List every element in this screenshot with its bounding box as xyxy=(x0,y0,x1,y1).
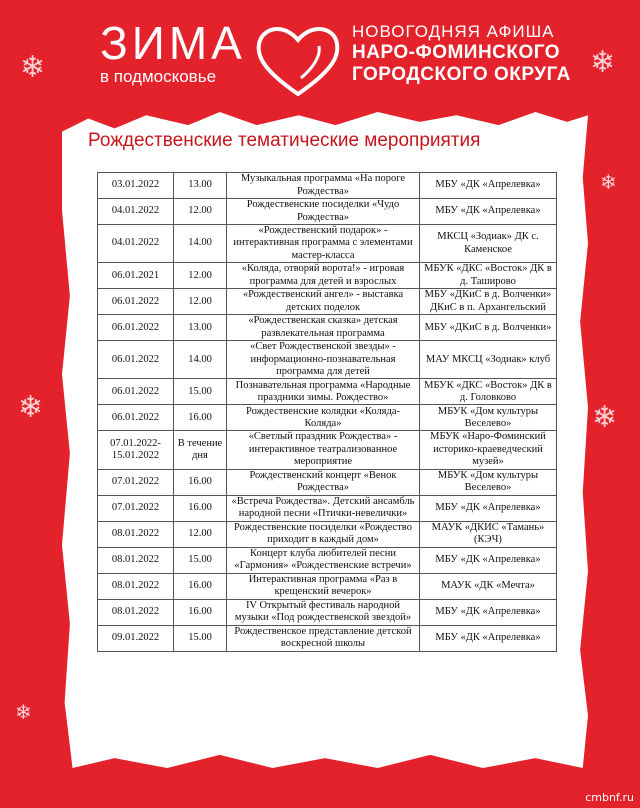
snowflake-icon: ❄ xyxy=(15,702,32,724)
time-cell: 12.00 xyxy=(174,521,227,547)
venue-cell: МБУ «ДК «Апрелевка» xyxy=(420,173,557,199)
event-cell: Рождественский концерт «Венок Рождества» xyxy=(227,469,420,495)
table-row xyxy=(98,495,557,521)
page-title: Рождественские тематические мероприятия xyxy=(88,130,481,151)
time-cell: В течение дня xyxy=(174,431,227,469)
snowflake-icon: ❄ xyxy=(590,46,616,79)
venue-cell: МБУК «Дом культуры Веселево» xyxy=(420,469,557,495)
table-row xyxy=(98,225,557,263)
header-line3: ГОРОДСКОГО ОКРУГА xyxy=(352,64,571,85)
date-cell: 07.01.2022 xyxy=(98,469,174,495)
venue-cell: МБУ «ДК «Апрелевка» xyxy=(420,599,557,625)
event-cell: IV Открытый фестиваль народной музыки «Под рождественской звездой» xyxy=(227,599,420,625)
venue-cell: МБУК «Наро-Фоминский историко-краеведческий музей» xyxy=(420,431,557,469)
table-row xyxy=(98,431,557,469)
time-cell: 16.00 xyxy=(174,495,227,521)
date-cell: 04.01.2022 xyxy=(98,199,174,225)
event-cell: «Встреча Рождества». Детский ансамбль народной песни «Птички-невелички» xyxy=(227,495,420,521)
table-row xyxy=(98,547,557,573)
venue-cell: МАУ МКСЦ «Зодиак» клуб xyxy=(420,341,557,379)
venue-cell: МБУ «ДКиС в д. Волченки» ДКиС в п. Архангельский xyxy=(420,289,557,315)
event-cell: Концерт клуба любителей песни «Гармония» «Рождественские встречи» xyxy=(227,547,420,573)
date-cell: 06.01.2022 xyxy=(98,289,174,315)
events-table xyxy=(97,172,557,652)
event-cell: Рождественские посиделки «Чудо Рождества» xyxy=(227,199,420,225)
table-row xyxy=(98,173,557,199)
venue-cell: МКСЦ «Зодиак» ДК с. Каменское xyxy=(420,225,557,263)
event-cell: Рождественское представление детской воскресной школы xyxy=(227,625,420,651)
snowflake-icon: ❄ xyxy=(592,401,618,434)
date-cell: 08.01.2022 xyxy=(98,573,174,599)
date-cell: 06.01.2022 xyxy=(98,315,174,341)
table-row xyxy=(98,341,557,379)
date-cell: 04.01.2022 xyxy=(98,225,174,263)
event-cell: Рождественские посиделки «Рождество приходит в каждый дом» xyxy=(227,521,420,547)
heart-icon xyxy=(253,20,343,100)
table-row xyxy=(98,573,557,599)
snowflake-icon: ❄ xyxy=(20,51,46,84)
venue-cell: МАУК «ДКИС «Тамань» (КЭЧ) xyxy=(420,521,557,547)
date-cell: 03.01.2022 xyxy=(98,173,174,199)
table-row xyxy=(98,199,557,225)
venue-cell: МБУ «ДК «Апрелевка» xyxy=(420,547,557,573)
event-cell: Интерактивная программа «Раз в крещенский вечерок» xyxy=(227,573,420,599)
date-cell: 09.01.2022 xyxy=(98,625,174,651)
date-cell: 06.01.2022 xyxy=(98,341,174,379)
time-cell: 13.00 xyxy=(174,315,227,341)
table-row xyxy=(98,599,557,625)
time-cell: 14.00 xyxy=(174,225,227,263)
header-line1: НОВОГОДНЯЯ АФИША xyxy=(352,22,555,41)
venue-cell: МАУК «ДК «Мечта» xyxy=(420,573,557,599)
time-cell: 15.00 xyxy=(174,379,227,405)
event-cell: «Рождественская сказка» детская развлекательная программа xyxy=(227,315,420,341)
event-cell: «Коляда, отворяй ворота!» - игровая программа для детей и взрослых xyxy=(227,263,420,289)
header-line2: НАРО-ФОМИНСКОГО xyxy=(352,42,561,63)
date-cell: 07.01.2022-15.01.2022 xyxy=(98,431,174,469)
time-cell: 14.00 xyxy=(174,341,227,379)
brand-subtitle: в подмосковье xyxy=(100,67,217,86)
time-cell: 15.00 xyxy=(174,625,227,651)
date-cell: 08.01.2022 xyxy=(98,547,174,573)
snowflake-icon: ❄ xyxy=(18,391,44,424)
time-cell: 12.00 xyxy=(174,199,227,225)
table-row xyxy=(98,289,557,315)
time-cell: 12.00 xyxy=(174,289,227,315)
logo xyxy=(100,18,246,86)
table-row xyxy=(98,379,557,405)
table-row xyxy=(98,469,557,495)
date-cell: 08.01.2022 xyxy=(98,599,174,625)
time-cell: 15.00 xyxy=(174,547,227,573)
time-cell: 16.00 xyxy=(174,469,227,495)
date-cell: 08.01.2022 xyxy=(98,521,174,547)
event-cell: «Рождественский подарок» - интерактивная программа с элементами мастер-класса xyxy=(227,225,420,263)
time-cell: 16.00 xyxy=(174,405,227,431)
venue-cell: МБУ «ДК «Апрелевка» xyxy=(420,495,557,521)
venue-cell: МБУ «ДКиС в д. Волченки» xyxy=(420,315,557,341)
date-cell: 06.01.2021 xyxy=(98,263,174,289)
venue-cell: МБУК «Дом культуры Веселево» xyxy=(420,405,557,431)
time-cell: 12.00 xyxy=(174,263,227,289)
time-cell: 16.00 xyxy=(174,599,227,625)
table-row xyxy=(98,263,557,289)
table-row xyxy=(98,625,557,651)
venue-cell: МБУК «ДКС «Восток» ДК в д. Головково xyxy=(420,379,557,405)
event-cell: «Свет Рождественской звезды» - информационно-познавательная программа для детей xyxy=(227,341,420,379)
brand-title: ЗИМА xyxy=(100,17,246,69)
time-cell: 16.00 xyxy=(174,573,227,599)
table-row xyxy=(98,315,557,341)
watermark: cmbnf.ru xyxy=(585,791,634,804)
event-cell: Рождественские колядки «Коляда-Коляда» xyxy=(227,405,420,431)
event-cell: «Светлый праздник Рождества» - интерактивное театрализованное мероприятие xyxy=(227,431,420,469)
header-text xyxy=(352,22,571,86)
venue-cell: МБУ «ДК «Апрелевка» xyxy=(420,625,557,651)
venue-cell: МБУК «ДКС «Восток» ДК в д. Таширово xyxy=(420,263,557,289)
snowflake-icon: ❄ xyxy=(600,172,617,194)
date-cell: 07.01.2022 xyxy=(98,495,174,521)
date-cell: 06.01.2022 xyxy=(98,379,174,405)
event-cell: Познавательная программа «Народные праздники зимы. Рождество» xyxy=(227,379,420,405)
time-cell: 13.00 xyxy=(174,173,227,199)
table-row xyxy=(98,521,557,547)
date-cell: 06.01.2022 xyxy=(98,405,174,431)
venue-cell: МБУ «ДК «Апрелевка» xyxy=(420,199,557,225)
event-cell: Музыкальная программа «На пороге Рождества» xyxy=(227,173,420,199)
table-row xyxy=(98,405,557,431)
event-cell: «Рождественский ангел» - выставка детских поделок xyxy=(227,289,420,315)
